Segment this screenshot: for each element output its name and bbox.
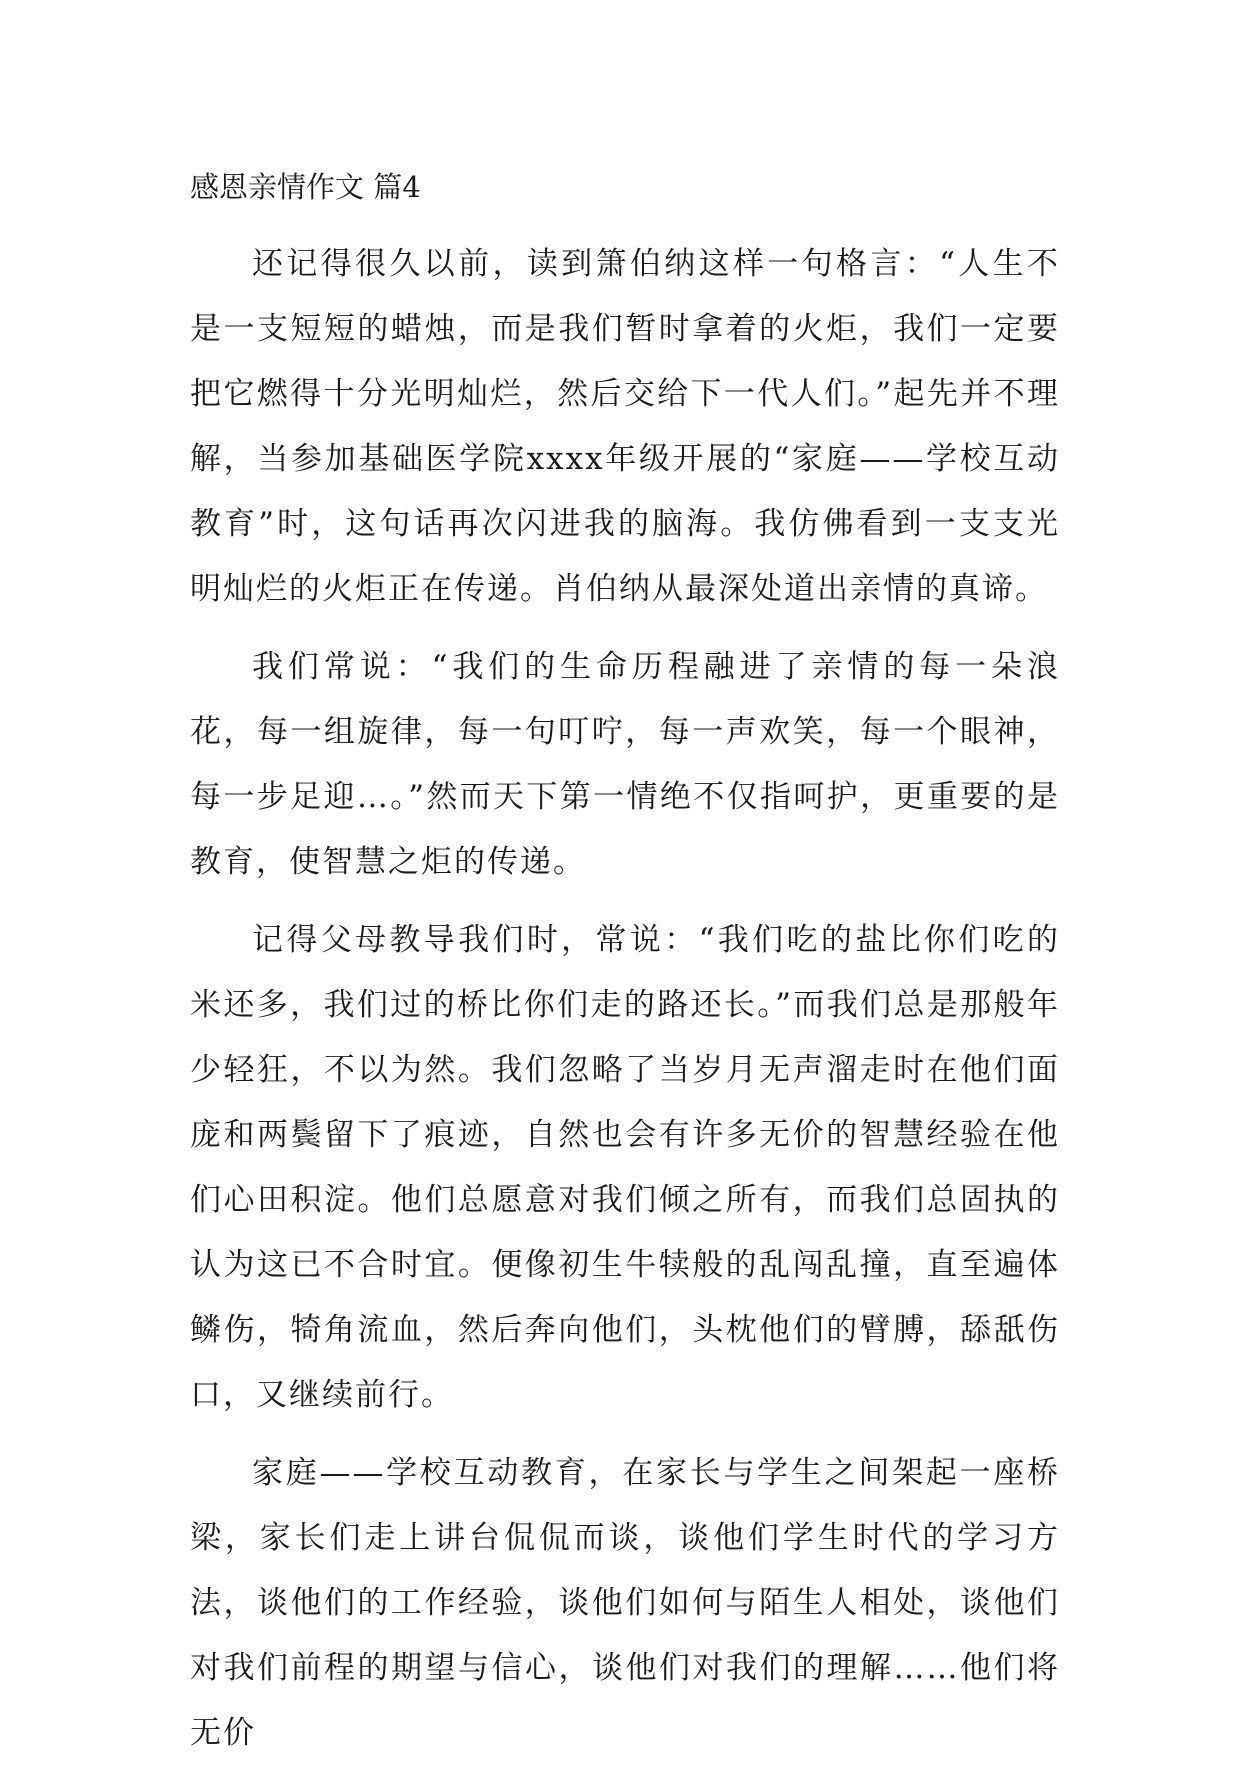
document-body — [190, 160, 1060, 1779]
paragraph-4: 家庭——学校互动教育，在家长与学生之间架起一座桥梁，家长们走上讲台侃侃而谈，谈他们学生时代的学习方法，谈他们的工作经验，谈他们如何与陌生人相处，谈他们对我们前程的期望与信心，谈他们对我们的理解……他们将无价 — [190, 1455, 1060, 1751]
paragraph-1: 还记得很久以前，读到箫伯纳这样一句格言：“人生不是一支短短的蜡烛，而是我们暂时拿着的火炬，我们一定要把它燃得十分光明灿烂，然后交给下一代人们。”起先并不理解，当参加基础医学院xxxx年级开展的“家庭——学校互动教育”时，这句话再次闪进我的脑海。我仿佛看到一支支光明灿烂的火炬正在传递。肖伯纳从最深处道出亲情的真谛。 — [190, 246, 1060, 607]
document-title: 感恩亲情作文 篇4 — [190, 170, 421, 204]
paragraph-2: 我们常说：“我们的生命历程融进了亲情的每一朵浪花，每一组旋律，每一句叮咛，每一声欢笑，每一个眼神，每一步足迎…。”然而天下第一情绝不仅指呵护，更重要的是教育，使智慧之炬的传递。 — [190, 649, 1060, 880]
paragraph-3: 记得父母教导我们时，常说：“我们吃的盐比你们吃的米还多，我们过的桥比你们走的路还长。”而我们总是那般年少轻狂，不以为然。我们忽略了当岁月无声溜走时在他们面庞和两鬓留下了痕迹，自然也会有许多无价的智慧经验在他们心田积淀。他们总愿意对我们倾之所有，而我们总固执的认为这已不合时宜。便像初生牛犊般的乱闯乱撞，直至遍体鳞伤，犄角流血，然后奔向他们，头枕他们的臂膊，舔舐伤口，又继续前行。 — [190, 922, 1060, 1413]
